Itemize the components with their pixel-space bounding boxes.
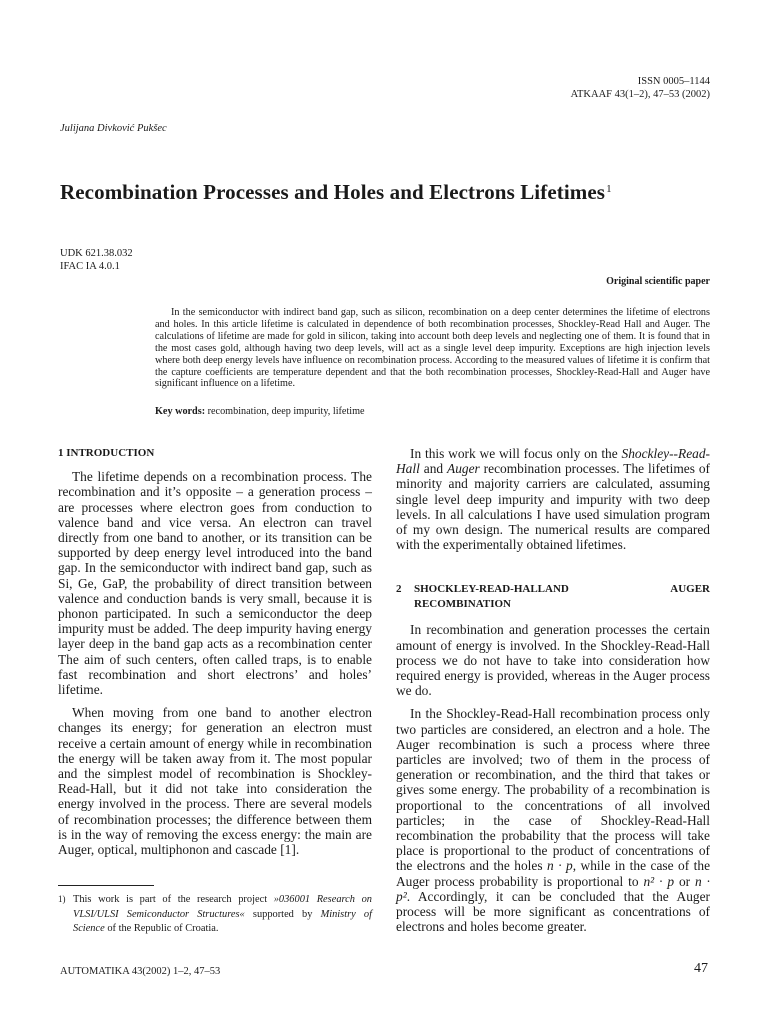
intro-paragraph-1: The lifetime depends on a recombination process. The recombination and it’s opposite – a generation process – are processes where electron goes from conduction to valence band and vice versa. An electron can travel directly from one band to another, or its transition can be supported by deep energy level introduced into the band gap. In the semiconductor with indirect band gap, such as Si, Ge, GaP, the probability of direct transition between valence and conduction bands is very small, because it is phonon participated. In such a semiconductor the deep impurity must be added. The deep impurity having energy layer deep in the band gap acts as a recombination center The aim of such centers, often called traps, is to enable fast recombination and short electrons’ and holes’ lifetime. (58, 469, 372, 698)
section2-paragraph-1: In recombination and generation processes the certain amount of energy is involved. In the Shockley-Read-Hall process we do not have to take into consideration how required energy is provided, whereas in the Auger process we do. (396, 622, 710, 699)
paper-title (60, 180, 612, 205)
section-number: 2 (396, 583, 402, 596)
footnote-mark: 1) (58, 894, 66, 904)
section-heading-srh-auger (396, 582, 710, 612)
journal-reference: ATKAAF 43(1–2), 47–53 (2002) (570, 89, 710, 100)
ifac-code: IFAC IA 4.0.1 (60, 261, 120, 272)
left-column (58, 446, 372, 865)
intro-paragraph-3 (396, 446, 710, 552)
author: Julijana Divković Pukšec (60, 123, 167, 134)
s2p2-n2p: n² · p (643, 873, 675, 889)
section-heading-introduction: 1 INTRODUCTION (58, 447, 155, 459)
classification-codes (60, 247, 133, 273)
page-number: 47 (694, 961, 708, 976)
section-title: SHOCKLEY-READ-HALLAND AUGER RECOMBINATION (414, 583, 710, 611)
keywords (155, 406, 365, 417)
p3-text: In this work we will focus only on the (410, 446, 622, 461)
abstract: In the semiconductor with indirect band gap, such as silicon, recombination on a deep center determines the lifetime of electrons and holes. In this article lifetime is calculated in dependence of both recombination processes, Shockley-Read Hall and Auger. The calculations of lifetime are made for gold in silicon, taking into account both deep levels and neglecting one of them. It is found that in the most cases gold, although having two deep levels, will act as a single level deep impurity. Exceptions are high injection levels where both deep energy levels have influence on recombination process. According to the measured values of lifetime it is confirm that the capture coefficients are temperature dependent and that the both recombination processes, Shockley-Read-Hall and Auger have significant influence on a lifetime. (155, 307, 710, 390)
issn: ISSN 0005–1144 (637, 76, 710, 87)
p3-and: and (419, 461, 448, 477)
fn-project: »036001 Research on VLSI/ULSI Semiconductor Structures« (73, 894, 372, 920)
s2p2-start: In the Shockley-Read-Hall recombination process only two particles are considered, an electron and a hole. The Auger recombination is such a process where three particles are involved; two of them in the process of generation or recombination, and the third that takes or gives some energy. The probability of a recombination is proportional to the concentrations of all involved particles; in the case of Shockley-Read-Hall recombination the probability that the process will take place is proportional to the product of concentrations of the electrons and the holes (396, 706, 710, 874)
s2p2-or: or (674, 873, 696, 889)
fn-end: of the Republic of Croatia. (104, 923, 219, 934)
s2p2-end: . Accordingly, it can be concluded that the Auger process will be more significant as concentrations of electrons and holes become greater. (396, 888, 710, 935)
p3-srh: Shockley--Read-Hall (396, 446, 710, 477)
keywords-label: Key words: (155, 406, 206, 417)
title-footnote-mark[interactable]: 1 (606, 183, 612, 195)
s2p2-np2: n · p² (396, 873, 710, 904)
intro-paragraph-2: When moving from one band to another electron changes its energy; for generation an electron must receive a certain amount of energy while in recombination the energy will be taken away from it. The most popular and the simplest model of recombination is Shockley-Read-Hall, but it did not take into consideration the energy involved in the process. There are several models of recombination processes; the difference between them is in the way of removing the excess energy: the main are Auger, optical, multiphonon and cascade [1]. (58, 705, 372, 858)
fn-mid: supported by (244, 908, 321, 920)
right-column (396, 446, 710, 942)
udk-code: UDK 621.38.032 (60, 248, 133, 259)
paper-type: Original scientific paper (606, 276, 710, 287)
footer-journal: AUTOMATIKA 43(2002) 1–2, 47–53 (60, 966, 221, 977)
issn-block (571, 75, 710, 101)
s2p2-mid: , while in the case of the Auger process probability is proportional to (396, 858, 711, 889)
footnote (58, 893, 372, 937)
p3-auger: Auger (447, 461, 480, 477)
footnote-body (58, 893, 372, 937)
footnote-divider (58, 885, 154, 886)
section2-paragraph-2 (396, 706, 710, 934)
fn-ministry: Ministry of Science (73, 908, 372, 934)
paper-title-text: Recombination Processes and Holes and Electrons Lifetimes (60, 180, 606, 204)
p3-rest: recombination processes. The lifetimes of minority and majority carriers are calculated, assuming single level deep impurity and impurity with two deep levels. In all calculations I have used simulation program of my own design. The numerical results are compared with the experimentally obtained lifetimes. (396, 461, 711, 553)
keywords-text: recombination, deep impurity, lifetime (207, 406, 365, 417)
s2p2-np: n · p (547, 858, 573, 874)
fn-start: This work is part of the research project (73, 894, 274, 905)
